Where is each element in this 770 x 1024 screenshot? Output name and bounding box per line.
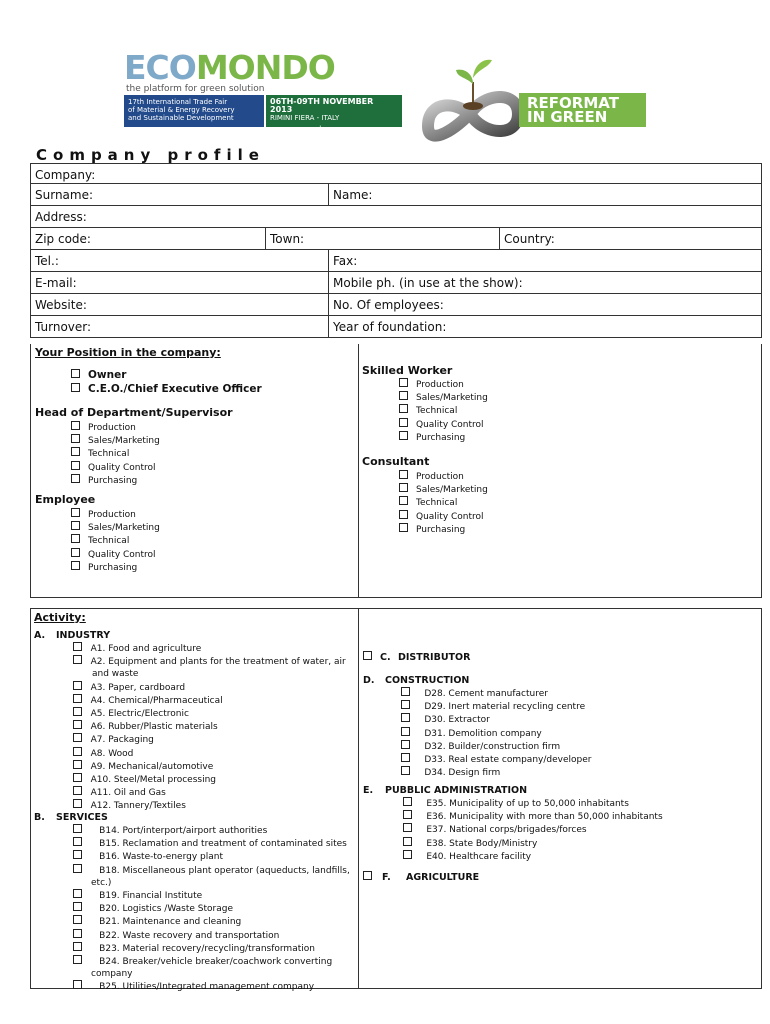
checkbox-icon[interactable] <box>73 655 82 664</box>
page-title: Company profile <box>36 146 265 164</box>
checkbox-icon[interactable] <box>399 523 408 532</box>
services-option[interactable]: B18. Miscellaneous plant operator (aqueducts, landfills, <box>73 864 350 877</box>
checkbox-icon[interactable] <box>401 700 410 709</box>
checkbox-icon[interactable] <box>403 850 412 859</box>
services-option-continued: etc.) <box>91 877 112 888</box>
consultant-option[interactable]: Production <box>399 470 488 483</box>
consultant-option[interactable]: Quality Control <box>399 510 488 523</box>
industry-option-continued: and waste <box>92 669 139 680</box>
skilled-worker-option[interactable]: Production <box>399 378 488 391</box>
website-field[interactable]: Website: <box>35 298 87 312</box>
form-row-company <box>30 163 762 184</box>
checkbox-icon[interactable] <box>363 871 372 880</box>
surname-field[interactable]: Surname: <box>35 188 94 202</box>
checkbox-icon[interactable] <box>401 713 410 722</box>
checkbox-icon[interactable] <box>73 799 82 808</box>
company-form <box>30 163 762 338</box>
checkbox-icon[interactable] <box>73 837 82 846</box>
checkbox-icon[interactable] <box>399 510 408 519</box>
checkbox-icon[interactable] <box>73 850 82 859</box>
checkbox-icon[interactable] <box>73 942 82 951</box>
checkbox-icon[interactable] <box>399 418 408 427</box>
checkbox-icon[interactable] <box>73 773 82 782</box>
ecomondo-tagline: the platform for green solution <box>126 84 265 94</box>
employee-option[interactable]: Sales/Marketing <box>71 521 160 534</box>
form-row-address <box>30 206 762 228</box>
skilled-worker-option[interactable]: Technical <box>399 404 488 417</box>
industry-option[interactable]: A10. Steel/Metal processing <box>73 773 346 786</box>
checkbox-icon[interactable] <box>71 561 80 570</box>
reformat-in-green-logo: REFORMAT IN GREEN <box>519 93 646 127</box>
zip-code-field[interactable]: Zip code: <box>35 232 91 246</box>
checkbox-icon[interactable] <box>401 727 410 736</box>
checkbox-icon[interactable] <box>73 694 82 703</box>
form-row-phone <box>30 250 762 272</box>
checkbox-icon[interactable] <box>363 651 372 660</box>
checkbox-icon[interactable] <box>73 733 82 742</box>
checkbox-icon[interactable] <box>399 404 408 413</box>
industry-option[interactable]: A4. Chemical/Pharmaceutical <box>73 694 346 707</box>
checkbox-icon[interactable] <box>73 902 82 911</box>
head-dept-option[interactable]: Quality Control <box>71 461 160 474</box>
public-admin-option[interactable]: E36. Municipality with more than 50,000 inhabitants <box>403 810 663 823</box>
country-field[interactable]: Country: <box>499 228 761 249</box>
consultant-option[interactable]: Purchasing <box>399 523 488 536</box>
checkbox-icon[interactable] <box>73 720 82 729</box>
checkbox-icon[interactable] <box>73 824 82 833</box>
checkbox-icon[interactable] <box>71 534 80 543</box>
checkbox-icon[interactable] <box>401 753 410 762</box>
skilled-worker-option[interactable]: Quality Control <box>399 418 488 431</box>
skilled-worker-option[interactable]: Purchasing <box>399 431 488 444</box>
head-dept-option[interactable]: Technical <box>71 447 160 460</box>
services-option[interactable]: B24. Breaker/vehicle breaker/coachwork converting <box>73 955 350 968</box>
turnover-field[interactable]: Turnover: <box>35 320 92 334</box>
checkbox-icon[interactable] <box>73 760 82 769</box>
checkbox-icon[interactable] <box>71 421 80 430</box>
head-dept-option[interactable]: Sales/Marketing <box>71 434 160 447</box>
industry-heading: A. INDUSTRY <box>34 630 111 641</box>
public-administration-list <box>403 797 663 863</box>
construction-option[interactable]: D33. Real estate company/developer <box>401 753 591 766</box>
public-admin-option[interactable]: E38. State Body/Ministry <box>403 837 663 850</box>
form-row-email <box>30 272 762 294</box>
form-row-website <box>30 294 762 316</box>
town-field[interactable]: Town: <box>265 228 499 249</box>
ecomondo-logo: ECOMONDO the platform for green solution <box>124 48 335 94</box>
services-list <box>73 824 350 994</box>
fair-description-band: 17th International Trade Fair of Material & Energy Recovery and Sustainable Development <box>124 95 264 127</box>
activity-heading: Activity: <box>34 611 86 624</box>
services-option[interactable]: B14. Port/interport/airport authorities <box>73 824 350 837</box>
industry-option[interactable]: A2. Equipment and plants for the treatment of water, air <box>73 655 346 668</box>
public-admin-option[interactable]: E40. Healthcare facility <box>403 850 663 863</box>
checkbox-icon[interactable] <box>403 810 412 819</box>
checkbox-icon[interactable] <box>73 747 82 756</box>
industry-option[interactable]: A9. Mechanical/automotive <box>73 760 346 773</box>
construction-list <box>401 687 591 779</box>
checkbox-icon[interactable] <box>399 378 408 387</box>
checkbox-icon[interactable] <box>399 431 408 440</box>
form-row-turnover <box>30 316 762 338</box>
public-admin-option[interactable]: E37. National corps/brigades/forces <box>403 823 663 836</box>
checkbox-icon[interactable] <box>401 740 410 749</box>
construction-option[interactable]: D34. Design firm <box>401 766 591 779</box>
position-heading: Your Position in the company: <box>35 346 221 359</box>
industry-option[interactable]: A7. Packaging <box>73 733 346 746</box>
head-dept-option[interactable]: Production <box>71 421 160 434</box>
tel-field[interactable]: Tel.: <box>35 254 59 268</box>
skilled-worker-heading: Skilled Worker <box>362 364 453 377</box>
checkbox-icon[interactable] <box>401 687 410 696</box>
column-divider <box>358 344 359 597</box>
agriculture-option[interactable]: F. AGRICULTURE <box>363 871 479 883</box>
checkbox-icon[interactable] <box>73 707 82 716</box>
mobile-field[interactable]: Mobile ph. (in use at the show): <box>328 272 761 293</box>
industry-option[interactable]: A11. Oil and Gas <box>73 786 346 799</box>
industry-option[interactable]: A5. Electric/Electronic <box>73 707 346 720</box>
industry-option[interactable]: A12. Tannery/Textiles <box>73 799 346 812</box>
checkbox-icon[interactable] <box>73 864 82 873</box>
services-heading: B. SERVICES <box>34 812 108 823</box>
construction-option[interactable]: D31. Demolition company <box>401 727 591 740</box>
recycling-loop-plant-icon <box>418 48 528 158</box>
checkbox-icon[interactable] <box>73 681 82 690</box>
services-option[interactable]: B22. Waste recovery and transportation <box>73 929 350 942</box>
consultant-heading: Consultant <box>362 455 430 468</box>
checkbox-icon[interactable] <box>71 383 80 392</box>
employee-heading: Employee <box>35 493 96 506</box>
foundation-year-field[interactable]: Year of foundation: <box>328 316 761 337</box>
column-divider <box>358 609 359 988</box>
checkbox-icon[interactable] <box>403 797 412 806</box>
construction-option[interactable]: D28. Cement manufacturer <box>401 687 591 700</box>
checkbox-icon[interactable] <box>71 521 80 530</box>
services-option[interactable]: B16. Waste-to-energy plant <box>73 850 350 863</box>
checkbox-icon[interactable] <box>73 889 82 898</box>
employee-option[interactable]: Production <box>71 508 160 521</box>
employee-option[interactable]: Purchasing <box>71 561 160 574</box>
fax-field[interactable]: Fax: <box>328 250 761 271</box>
employee-option[interactable]: Quality Control <box>71 548 160 561</box>
checkbox-icon[interactable] <box>399 391 408 400</box>
employees-field[interactable]: No. Of employees: <box>328 294 761 315</box>
checkbox-icon[interactable] <box>73 642 82 651</box>
distributor-option[interactable]: C. DISTRIBUTOR <box>363 651 470 663</box>
company-field[interactable]: Company: <box>35 168 96 182</box>
services-option-continued: company <box>91 969 133 980</box>
industry-option[interactable]: A8. Wood <box>73 747 346 760</box>
checkbox-icon[interactable] <box>399 470 408 479</box>
checkbox-icon[interactable] <box>73 786 82 795</box>
checkbox-icon[interactable] <box>73 955 82 964</box>
public-administration-heading: E. PUBBLIC ADMINISTRATION <box>363 785 528 796</box>
checkbox-icon[interactable] <box>73 915 82 924</box>
employee-option[interactable]: Technical <box>71 534 160 547</box>
industry-list <box>73 642 346 813</box>
public-admin-option[interactable]: E35. Municipality of up to 50,000 inhabitants <box>403 797 663 810</box>
form-row-names <box>30 184 762 206</box>
checkbox-icon[interactable] <box>71 447 80 456</box>
checkbox-icon[interactable] <box>71 461 80 470</box>
head-dept-option[interactable]: Purchasing <box>71 474 160 487</box>
form-row-location <box>30 228 762 250</box>
services-option[interactable]: B20. Logistics /Waste Storage <box>73 902 350 915</box>
construction-option[interactable]: D30. Extractor <box>401 713 591 726</box>
services-option[interactable]: B15. Reclamation and treatment of contaminated sites <box>73 837 350 850</box>
checkbox-icon[interactable] <box>71 474 80 483</box>
email-field[interactable]: E-mail: <box>35 276 77 290</box>
checkbox-icon[interactable] <box>401 766 410 775</box>
name-field[interactable]: Name: <box>328 184 761 205</box>
checkbox-icon[interactable] <box>403 823 412 832</box>
skilled-worker-option[interactable]: Sales/Marketing <box>399 391 488 404</box>
industry-option[interactable]: A1. Food and agriculture <box>73 642 346 655</box>
position-section <box>30 344 762 598</box>
checkbox-icon[interactable] <box>399 483 408 492</box>
services-option[interactable]: B23. Material recovery/recycling/transformation <box>73 942 350 955</box>
checkbox-icon[interactable] <box>71 369 80 378</box>
industry-option[interactable]: A6. Rubber/Plastic materials <box>73 720 346 733</box>
services-option[interactable]: B21. Maintenance and cleaning <box>73 915 350 928</box>
construction-option[interactable]: D32. Builder/construction firm <box>401 740 591 753</box>
head-of-department-heading: Head of Department/Supervisor <box>35 406 233 419</box>
checkbox-icon[interactable] <box>399 496 408 505</box>
checkbox-icon[interactable] <box>73 980 82 989</box>
services-option[interactable]: B19. Financial Institute <box>73 889 350 902</box>
industry-option[interactable]: A3. Paper, cardboard <box>73 681 346 694</box>
checkbox-icon[interactable] <box>71 434 80 443</box>
option-ceo[interactable]: C.E.O./Chief Executive Officer <box>71 382 262 396</box>
construction-option[interactable]: D29. Inert material recycling centre <box>401 700 591 713</box>
fair-date-band: 06TH-09TH NOVEMBER 2013 RIMINI FIERA - ITALY www.ecomondo.com <box>266 95 402 127</box>
consultant-option[interactable]: Technical <box>399 496 488 509</box>
checkbox-icon[interactable] <box>73 929 82 938</box>
checkbox-icon[interactable] <box>71 508 80 517</box>
consultant-option[interactable]: Sales/Marketing <box>399 483 488 496</box>
construction-heading: D. CONSTRUCTION <box>363 675 470 686</box>
checkbox-icon[interactable] <box>71 548 80 557</box>
address-field[interactable]: Address: <box>35 210 87 224</box>
checkbox-icon[interactable] <box>403 837 412 846</box>
activity-section <box>30 608 762 993</box>
services-option[interactable]: B25. Utilities/Integrated management company <box>73 980 350 993</box>
option-owner[interactable]: Owner <box>71 368 262 382</box>
